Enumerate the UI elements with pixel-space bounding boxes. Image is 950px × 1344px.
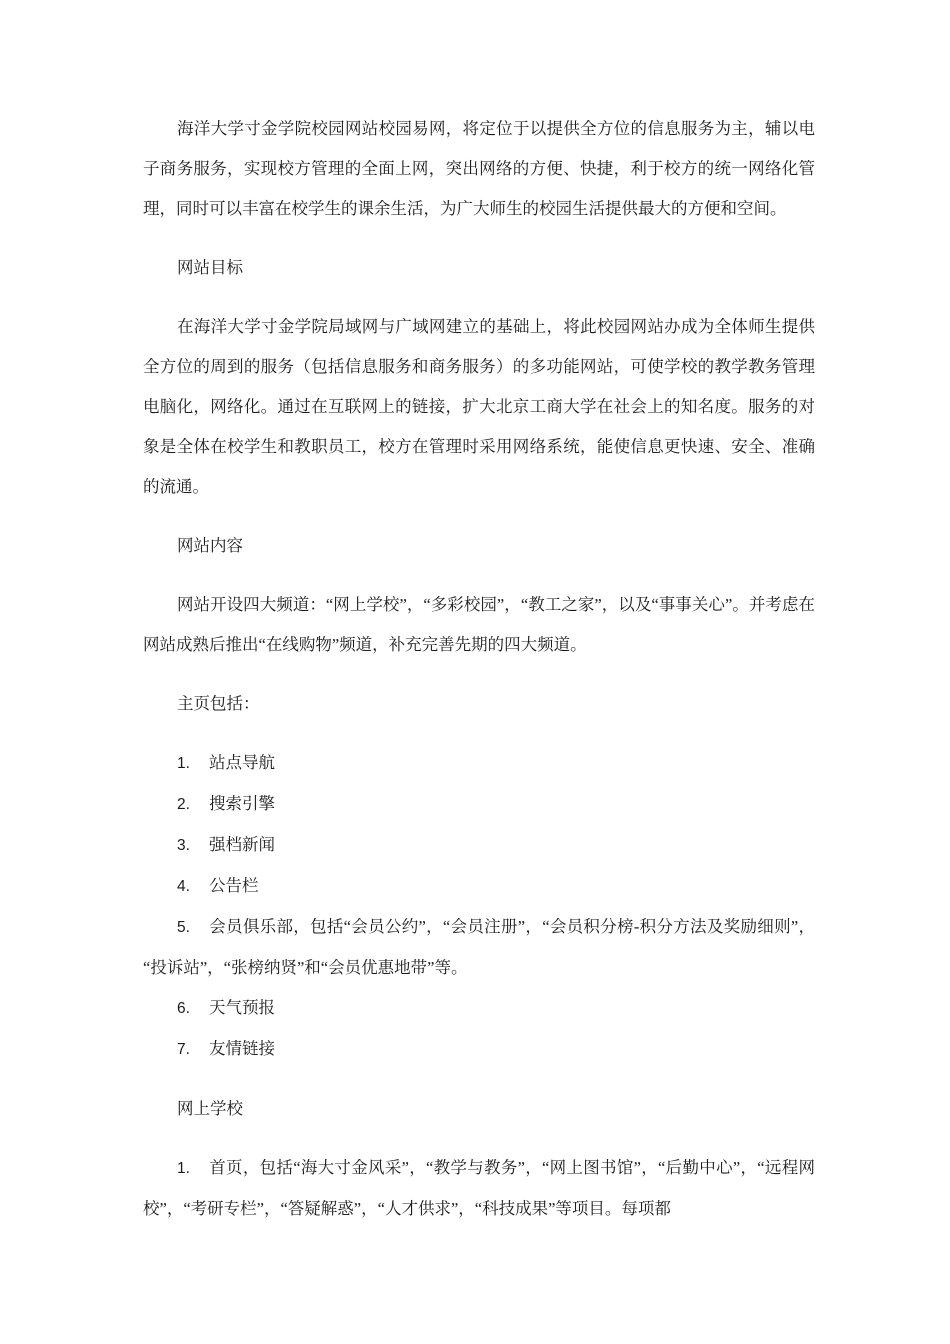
paragraph-site-content: 网站开设四大频道：“网上学校”，“多彩校园”，“教工之家”，以及“事事关心”。并考虑在网站成熟后推出“在线购物”频道，补充完善先期的四大频道。 (143, 595, 815, 654)
heading-homepage-includes: 主页包括： (177, 694, 260, 713)
heading-online-school: 网上学校 (177, 1099, 243, 1118)
heading-site-goals: 网站目标 (177, 258, 243, 277)
item-text: 友情链接 (208, 1039, 275, 1058)
item-number: 1. (177, 755, 190, 772)
item-text: 站点导航 (208, 753, 275, 772)
item-number: 1. (177, 1160, 190, 1177)
item-text: 强档新闻 (208, 835, 275, 854)
document-page (143, 0, 815, 1229)
item-text: 搜索引擎 (208, 794, 275, 813)
list-item (143, 1029, 815, 1070)
heading-site-content: 网站内容 (177, 536, 243, 555)
item-text: 公告栏 (208, 876, 259, 895)
item-number: 4. (177, 878, 190, 895)
item-number: 2. (177, 796, 190, 813)
item-text: 会员俱乐部，包括“会员公约”，“会员注册”，“会员积分榜-积分方法及奖励细则”，“投诉站”，“张榜纳贤”和“会员优惠地带”等。 (143, 917, 815, 977)
list-item (143, 825, 815, 866)
list-item (143, 784, 815, 825)
homepage-items-list (143, 743, 815, 1070)
online-school-item (143, 1148, 815, 1229)
paragraph-intro: 海洋大学寸金学院校园网站校园易网，将定位于以提供全方位的信息服务为主，辅以电子商务服务，实现校方管理的全面上网，突出网络的方便、快捷，利于校方的统一网络化管理，同时可以丰富在校学生的课余生活，为广大师生的校园生活提供最大的方便和空间。 (143, 119, 815, 218)
list-item (143, 907, 815, 988)
item-number: 5. (177, 919, 190, 936)
item-text: 天气预报 (208, 998, 275, 1017)
item-text: 首页，包括“海大寸金风采”，“教学与教务”，“网上图书馆”，“后勤中心”，“远程网校”，“考研专栏”，“答疑解惑”，“人才供求”，“科技成果”等项目。每项都 (143, 1158, 815, 1218)
item-number: 3. (177, 837, 190, 854)
item-number: 6. (177, 1000, 190, 1017)
list-item (143, 743, 815, 784)
list-item (143, 988, 815, 1029)
item-number: 7. (177, 1041, 190, 1058)
paragraph-site-goals: 在海洋大学寸金学院局域网与广域网建立的基础上，将此校园网站办成为全体师生提供全方位的周到的服务（包括信息服务和商务服务）的多功能网站，可使学校的教学教务管理电脑化，网络化。通过在互联网上的链接，扩大北京工商大学在社会上的知名度。服务的对象是全体在校学生和教职员工，校方在管理时采用网络系统，能使信息更快速、安全、准确的流通。 (143, 317, 815, 496)
list-item (143, 866, 815, 907)
